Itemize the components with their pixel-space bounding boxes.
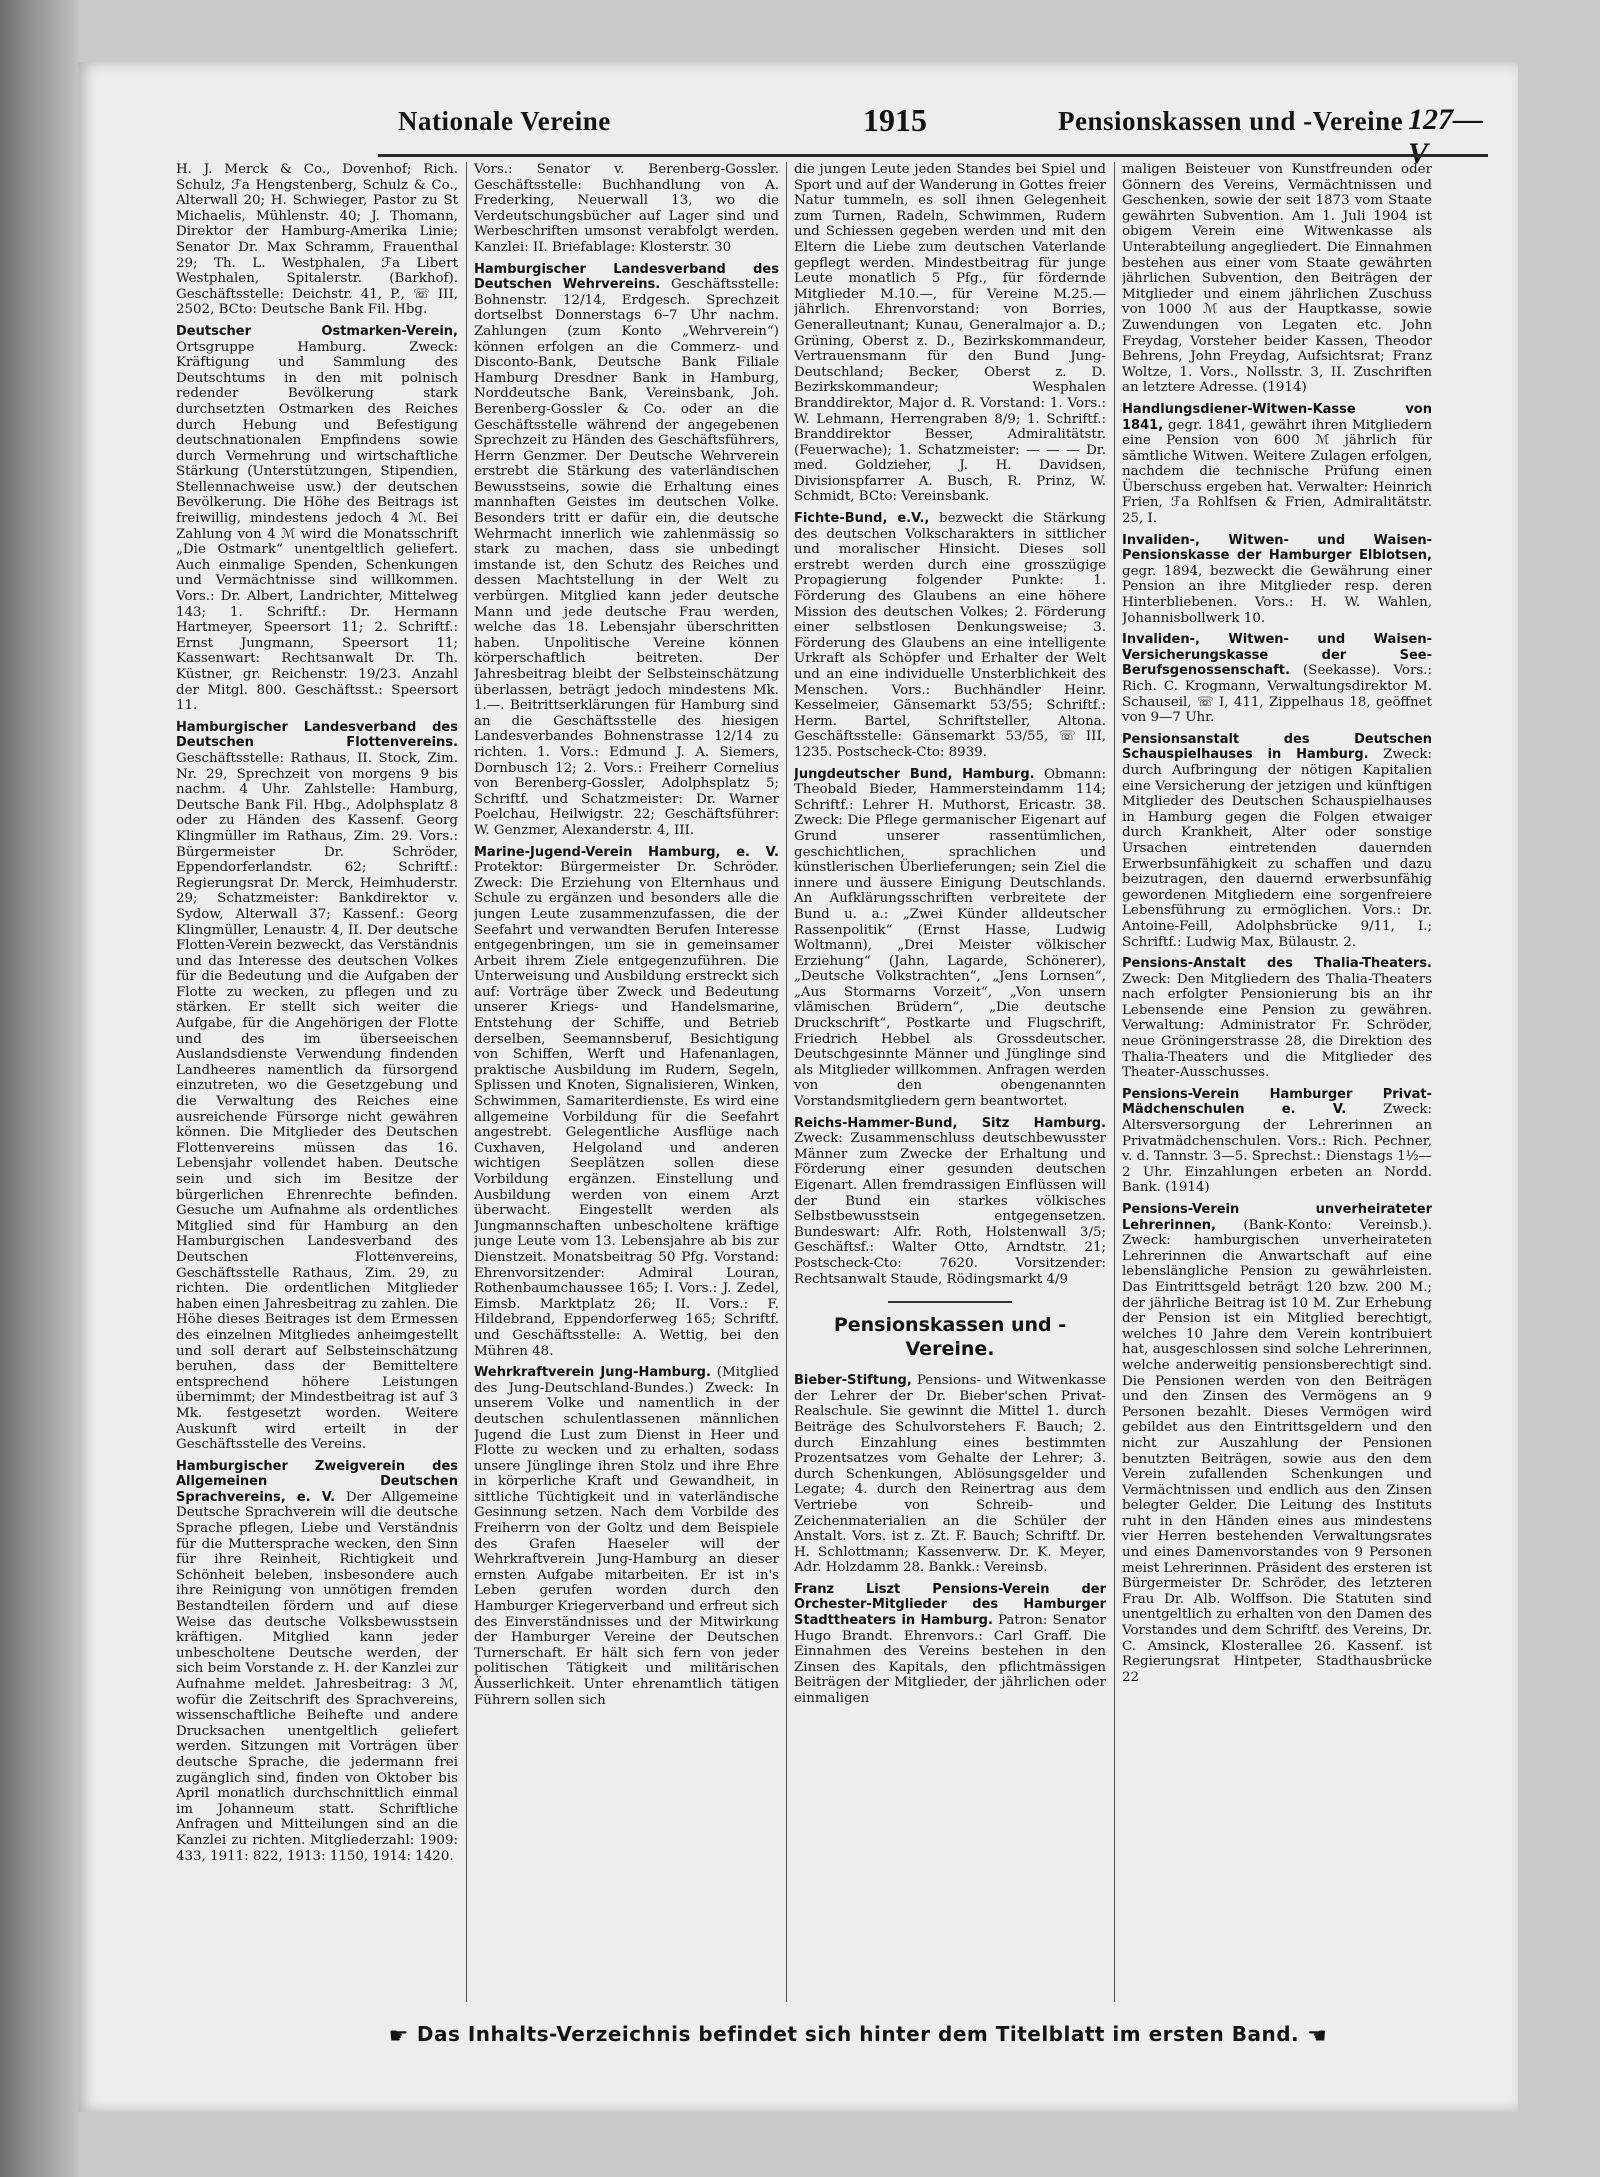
association-entry (794, 1116, 1106, 1288)
association-name: Deutscher Ostmarken-Verein, (176, 323, 458, 339)
entry-text: gegr. 1894, bezweckt die Gewährung einer Pension an ihre Mitglieder resp. deren Hinterbliebenen. Vors.: H. W. Wahlen, Johannisbollwerk 10. (1122, 563, 1432, 626)
association-name: Hamburgischer Zweigverein des Allgemeinen Deutschen Sprachvereins, e. V. (176, 1458, 458, 1505)
association-entry (1122, 402, 1432, 527)
entry-text: Der Allgemeine Deutsche Sprachverein will die deutsche Sprache pflegen, Liebe und Verständnis für die Muttersprache wecken, den Sinn für ihre Reinheit, Richtigkeit und Schönheit beleben, insbesondere auch ihre Reinigung von unnötigen fremden Bestandteilen fördern und auf diese Weise das deutsche Volksbewusstsein kräftigen. Mitglied kann jeder unbescholtene Deutsche werden, der sich beim Vorstande z. H. der Kanzlei zur Aufnahme meldet. Jahresbeitrag: 3 ℳ, wofür die Zeitschrift des Sprachvereins, wissenschaftliche Beihefte und andere Drucksachen unentgeltlich geliefert werden. Sitzungen mit Vorträgen über deutsche Sprache, die jedermann frei zugänglich sind, finden von Oktober bis April monatlich durchschnittlich einmal im Johanneum statt. Schriftliche Anfragen und Mitteilungen sind an die Kanzlei zu richten. Mitgliederzahl: 1909: 433, 1911: 822, 1913: 1150, 1914: 1420. (176, 1489, 458, 1864)
association-entry (176, 324, 458, 714)
entry-text: Patron: Senator Hugo Brandt. Ehrenvors.: Carl Graff. Die Einnahmen des Vereins bestehen in den Zinsen des Kapitals, den pflichtmässigen Beiträgen der Mitglieder, der jährlichen oder einmaligen (794, 1613, 1106, 1707)
header-year: 1915 (863, 102, 927, 138)
entry-text: Vors.: Senator v. Berenberg-Gossler. Geschäftsstelle: Buchhandlung von A. Frederking, Neuerwall 13, wo die Verdeutschungsbücher auf Lager sind und Werbeschriften umsonst verabfolgt werden. Kanzlei: II. Briefablage: Klosterstr. 30 (474, 162, 779, 255)
entry-text: Obmann: Theobald Bieder, Hammersteindamm 114; Schriftf.: Lehrer H. Muthorst, Ericastr. 38. Zweck: Die Pflege germanischer Eigenart auf Grund unserer rassentümlichen, geschichtlichen, sprachlichen und künstlerischen Überlieferungen; sein Ziel die innere und äussere Einigung Deutschlands. An Aufklärungsschriften verbreitete der Bund u. a.: „Zwei Künder alldeutscher Rassenpolitik“ (Ernst Hasse, Ludwig Woltmann), „Drei Meister völkischer Erziehung“ (Jahn, Lagarde, Schönerer), „Deutsche Volkstrachten“, „Jens Lornsen“, „Aus Stormarns Vorzeit“, „Von unsern vlämischen Brüdern“, „Die deutsche Druckschrift“, Postkarte und Flugschrift, Friedrich Hebbel als Grossdeutscher. Deutschgesinnte Männer und Jünglinge sind als Mitglieder willkommen. Anfragen werden von den obengenannten Vorstandsmitgliedern gern beantwortet. (794, 766, 1106, 1110)
entry-text: maligen Beisteuer von Kunstfreunden oder Gönnern des Vereins, Vermächtnissen und Geschenken, sowie der seit 1873 vom Staate gewährten Subvention. Am 1. Juli 1904 ist obigem Verein eine Witwenkasse als Unterabteilung angegliedert. Die Einnahmen bestehen aus einer vom Staate gewährten jährlichen Subvention, den Beiträgen der Mitglieder und einem jährlichen Zuschuss von 1000 ℳ aus der Hauptkasse, sowie Zuwendungen von Legaten etc. John Freydag, Vorsteher beider Kassen, Theodor Behrens, John Freydag, Aufsichtsrat; Franz Woltze, 1. Vors., Nollsstr. 3, II. Zuschriften an letztere Adresse. (1914) (1122, 162, 1432, 396)
association-entry (1122, 956, 1432, 1081)
column-divider (1114, 162, 1115, 2002)
association-entry (474, 1365, 779, 1708)
association-name: Franz Liszt Pensions-Verein der Orchester-Mitglieder des Hamburger Stadttheaters in Hamburg. (794, 1581, 1106, 1629)
entry-continuation (1122, 162, 1432, 396)
running-header (398, 102, 1488, 170)
association-entry (1122, 732, 1432, 950)
association-name: Pensionsanstalt des Deutschen Schauspielhauses in Hamburg. (1122, 731, 1432, 763)
entry-continuation (176, 162, 458, 318)
entry-text: Zweck: durch Aufbringung der nötigen Kapitalien eine Versicherung der jetzigen und künftigen Mitglieder des Deutschen Schauspielhauses in Hamburg gegen die Folgen etwaiger durch Krankheit, Alter oder sonstige Ursachen eintretenden dauernden Erwerbsunfähigkeit zu schaffen und dazu beizutragen, den dauernd erwerbsunfähig gewordenen Mitgliedern eine sorgenfreiere Lebensführung zu ermöglichen. Vors.: Dr. Antoine-Feill, Adolphsbrücke 9/11, I.; Schriftf.: Ludwig Max, Bülaustr. 2. (1122, 747, 1432, 950)
entry-text: bezweckt die Stärkung des deutschen Volkscharakters in sittlicher und moralischer Hinsicht. Dieses soll erstrebt werden durch eine grosszügige Propagierung folgender Punkte: 1. Förderung des Glaubens an eine höhere Mission des deutschen Volkes; 2. Förderung einer selbstlosen Denkungsweise; 3. Förderung des Glaubens an eine intelligente Urkraft als Schöpfer und Erhalter der Welt und an eine individuelle Unsterblichkeit des Menschen. Vors.: Buchhändler Heinr. Kesselmeier, Gänsemarkt 53/55; Schriftf.: Herm. Bartel, Schriftsteller, Altona. Geschäftsstelle: Gänsemarkt 53/55, ☏ III, 1235. Postscheck-Cto: 8939. (794, 511, 1106, 760)
entry-continuation (794, 162, 1106, 505)
pointing-hand-left-icon: ☚ (1307, 2024, 1328, 2049)
column-3 (794, 162, 1106, 2002)
association-entry (1122, 533, 1432, 627)
entry-text: H. J. Merck & Co., Dovenhof; Rich. Schulz, ℱa Hengstenberg, Schulz & Co., Alterwall 20; H. Schwieger, Pastor zu St Michaelis, Mühlenstr. 40; J. Thomann, Direktor der Hamburg-Amerika Linie; Senator Dr. Max Schramm, Frauenthal 29; Th. L. Westphalen, ℱa Libert Westphalen, Spitalerstr. (Barkhof). Geschäftsstelle: Deichstr. 41, P., ☏ III, 2502, BCto: Deutsche Bank Fil. Hbg. (176, 162, 458, 318)
section-heading: Pensionskassen und -Vereine. (833, 1314, 1067, 1361)
association-entry (176, 1459, 458, 1864)
entry-text: Geschäftsstelle: Rathaus, II. Stock, Zim. Nr. 29, Sprechzeit von morgens 9 bis nachm. 4 Uhr. Zahlstelle: Hamburg, Deutsche Bank Fil. Hbg., Adolphsplatz 8 oder zu Händen des Kassenf. Georg Klingmüller im Rathaus, Zim. 29. Vors.: Bürgermeister Dr. Schröder, Eppendorferlandstr. 62; Schriftf.: Regierungsrat Dr. Merck, Heimhuderstr. 29; Schatzmeister: Bankdirektor v. Sydow, Alterwall 37; Kassenf.: Georg Klingmüller, Lenaustr. 4, II. Der deutsche Flotten-Verein bezweckt, das Verständnis und das Interesse des deutschen Volkes für die Bedeutung und die Aufgaben der Flotte zu wecken, zu pflegen und zu stärken. Er stellt sich weiter die Aufgabe, für die Angehörigen der Flotte und des im überseeischen Auslandsdienste Verwendung findenden Landheeres namentlich da fürsorgend einzutreten, wo die Gesetzgebung und die Verwaltung des Reiches eine ausreichende Fürsorge nicht gewähren können. Die Mitglieder des Deutschen Flottenvereins müssen das 16. Lebensjahr vollendet haben. Deutsche sein und sich im Besitze der bürgerlichen Ehrenrechte befinden. Gesuche um Aufnahme als ordentliches Mitglied sind für Hamburg an den Hamburgischen Landesverband des Deutschen Flottenvereins, Geschäftsstelle Rathaus, Zim. 29, zu richten. Die ordentlichen Mitglieder haben einen Jahresbeitrag zu zahlen. Die Höhe dieses Beitrages ist dem Ermessen des einzelnen Mitgliedes anheimgestellt und soll derart auf Selbsteinschätzung beruhen, dass der Bemitteltere entsprechend höhere Leistungen übernimmt; der Mindestbeitrag ist auf 3 Mk. festgesetzt worden. Weitere Auskunft wird erteilt in der Geschäftsstelle des Vereins. (176, 750, 458, 1453)
footer-text: Das Inhalts-Verzeichnis befindet sich hinter dem Titelblatt im ersten Band. (416, 2022, 1300, 2046)
association-name: Pensions-Anstalt des Thalia-Theaters. (1122, 956, 1432, 972)
pointing-hand-right-icon: ☛ (388, 2024, 409, 2049)
association-entry (474, 845, 779, 1360)
header-right-title: Pensionskassen und -Vereine (1058, 106, 1404, 136)
association-entry (794, 511, 1106, 761)
association-name: Fichte-Bund, e.V., (794, 511, 930, 527)
association-entry (1122, 632, 1432, 726)
association-entry (794, 767, 1106, 1110)
association-name: Pensions-Verein unverheirateter Lehrerinnen, (1122, 1202, 1432, 1233)
association-entry (176, 720, 458, 1453)
entry-text: Geschäftsstelle: Bohnenstr. 12/14, Erdgesch. Sprechzeit dortselbst Donnerstags 6–7 Uhr nachm. Zahlungen (zum Konto „Wehrverein“) können erfolgen an die Commerz- und Disconto-Bank, Deutsche Bank Filiale Hamburg Dresdner Bank in Hamburg, Norddeutsche Bank, Vereinsbank, Joh. Berenberg-Gossler & Co. oder an die Geschäftsstelle während der angegebenen Sprechzeit zu Händen des Geschäftsführers, Herrn Genzmer. Der Deutsche Wehrverein erstrebt die Stärkung des vaterländischen Bewusstseins, sowie die Erhaltung eines mannhaften Geistes im deutschen Volke. Besonders tritt er dafür ein, die deutsche Wehrmacht innerlich wie zahlenmässig so stark zu machen, dass sie unbedingt imstande ist, den Schutz des Reiches und dessen Machtstellung in der Welt zu verbürgen. Mitglied kann jeder deutsche Mann und jede deutsche Frau werden, welche das 18. Lebensjahr überschritten haben. Unpolitische Vereine können körperschaftlich beitreten. Der Jahresbeitrag bleibt der Selbsteinschätzung überlassen, beträgt jedoch mindestens Mk. 1.—. Beitrittserklärungen für Hamburg sind an die Geschäftsstelle des hiesigen Landesverbandes Bohnenstrasse 12/14 zu richten. 1. Vors.: Edmund J. A. Siemers, Dornbusch 12; 2. Vors.: Freiherr Cornelius von Berenberg-Gossler, Adolphsplatz 5; Schriftf. und Schatzmeister: Dr. Warner Poelchau, Heilwigstr. 22; Geschäftsführer: W. Genzmer, Alexanderstr. 4, III. (474, 277, 779, 838)
association-entry (1122, 1087, 1432, 1196)
entry-text: die jungen Leute jeden Standes bei Spiel und Sport und auf der Wanderung in Gottes freier Natur tummeln, es soll ihnen Gelegenheit zum Turnen, Radeln, Schwimmen, Rudern und Schiessen gegeben werden und mit den Eltern die Liebe zum deutschen Vaterlande gepflegt werden. Mindestbeitrag für junge Leute monatlich 5 Pfg., für fördernde Mitglieder M.10.—, für Vereine M.25.— jährlich. Ehrenvorstand: von Borries, Generalleutnant; Kunau, Generalmajor a. D.; Grüning, Oberst z. D., Bezirkskommandeur, Vertrauensmann für den Bund Jung-Deutschland; Becker, Oberst z. D. Bezirkskommandeur; Wesphalen Branddirektor, Major d. R. Vorstand: 1. Vors.: W. Lehmann, Herrengraben 8/9; 1. Schriftf.: Branddirektor Besser, Admiralitätstr. (Feuerwache); 1. Schatzmeister: — — — Dr. med. Goldzieher, J. H. Davidsen, Divisionspfarrer A. Busch, R. Prinz, W. Schmidt, BCto: Vereinsbank. (794, 162, 1106, 505)
association-name: Bieber-Stiftung, (794, 1373, 912, 1389)
association-name: Handlungsdiener-Witwen-Kasse von 1841, (1122, 401, 1432, 433)
entry-text: Protektor: Bürgermeister Dr. Schröder. Zweck: Die Erziehung von Elternhaus und Schule zu ergänzen und besonders alle die jungen Leute zusammenzufassen, die der Seefahrt und verwandten Berufen Interesse entgegenbringen, um sie in gemeinsamer Arbeit ihrem Ziele entgegenzuführen. Die Unterweisung und Ausbildung erstreckt sich auf: Vorträge über Zweck und Bedeutung unserer Kriegs- und Handelsmarine, Entstehung der Schiffe, und Betrieb derselben, Seemannsberuf, Besichtigung von Schiffen, Werft und Hafenanlagen, praktische Ausbildung im Rudern, Segeln, Splissen und Knoten, Signalisieren, Winken, Schwimmen, Samariterdienste. Es wird eine allgemeine Vorbildung für die Seefahrt angestrebt. Gelegentliche Ausflüge nach Cuxhaven, Helgoland und anderen wichtigen Seeplätzen sollen diese Vorbildung ergänzen. Einstellung und Ausbildung werden von einem Arzt überwacht. Eingestellt werden als Jungmannschaften unbescholtene kräftige junge Leute vom 13. Lebensjahre ab bis zur Dienstzeit. Monatsbeitrag 50 Pfg. Vorstand: Ehrenvorsitzender: Admiral Louran, Rothenbaumchaussee 165; I. Vors.: J. Zedel, Eimsb. Marktplatz 26; II. Vors.: F. Hildebrand, Eppendorferweg 165; Schriftf. und Geschäftsstelle: A. Wettig, bei den Mühren 48. (474, 860, 779, 1359)
entry-continuation (474, 162, 779, 256)
entry-text: Ortsgruppe Hamburg. Zweck: Kräftigung und Sammlung des Deutschtums in den mit polnisch redender Bevölkerung stark durchsetzten Ostmarken des Reiches durch Hebung und Befestigung deutschnationalen Empfindens sowie durch Vermehrung und wirtschaftliche Stärkung (Unterstützungen, Stipendien, Stellennachweise usw.) der deutschen Bevölkerung. Die Höhe des Beitrags ist freiwillig, mindestens jedoch 4 ℳ. Bei Zahlung von 4 ℳ wird die Monatsschrift „Die Ostmark“ unentgeltlich geliefert. Auch einmalige Spenden, Schenkungen und Vermächtnisse sind willkommen. Vors.: Dr. Albert, Landrichter, Mittelweg 143; 1. Schriftf.: Dr. Hermann Hartmeyer, Speersort 11; 2. Schriftf.: Ernst Jungmann, Speersort 11; Kassenwart: Rechtsanwalt Dr. Th. Küstner, gr. Reichenstr. 19/23. Anzahl der Mitgl. 800. Geschäftsst.: Speersort 11. (176, 339, 458, 714)
column-divider (786, 162, 787, 2002)
column-divider (466, 162, 467, 2002)
entry-text: (Mitglied des Jung-Deutschland-Bundes.) Zweck: In unserem Volke und namentlich in der deutschen schulentlassenen männlichen Jugend die Lust zum Dienst in Heer und Flotte zu wecken und zu erhalten, sodass unsere Jünglinge ihren Stolz und ihre Ehre in körperliche Kraft und Gewandheit, in sittliche Tüchtigkeit und in vaterländische Gesinnung setzen. Nach dem Vorbilde des Freiherrn von der Goltz und dem Beispiele des Grafen Haeseler will der Wehrkraftverein Jung-Hamburg an dieser ernsten Aufgabe mitarbeiten. Er ist in's Leben gerufen worden durch den Hamburger Kriegerverband und erfreut sich des Einverständnisses und der Mitwirkung der Hamburger Vereine der Deutschen Turnerschaft. Er hält sich fern von jeder politischen Tätigkeit und militärischen Äusserlichkeit. Unter ehrenamtlich tätigen Führern sollen sich (474, 1365, 779, 1708)
association-name: Pensions-Verein Hamburger Privat-Mädchenschulen e. V. (1122, 1086, 1432, 1118)
column-4 (1122, 162, 1432, 2002)
column-2 (474, 162, 779, 2002)
association-entry (794, 1373, 1106, 1576)
entry-text: (Seekasse). Vors.: Rich. C. Krogmann, Verwaltungsdirektor M. Schauseil, ☏ I, 411, Zippelhaus 18, geöffnet von 9—7 Uhr. (1122, 663, 1432, 726)
association-name: Invaliden-, Witwen- und Waisen-Versicherungskasse der See-Berufsgenossenschaft. (1122, 632, 1432, 679)
association-entry (1122, 1202, 1432, 1685)
entry-text: Zweck: Zusammenschluss deutschbewusster Männer zum Zwecke der Erhaltung und Förderung einer gesunden deutschen Eigenart. Allen fremdrassigen Einflüssen will der Bund ein starkes völkisches Selbstbewusstsein entgegensetzen. Bundeswart: Alfr. Roth, Holstenwall 3/5; Geschäftsf.: Walter Otto, Arndtstr. 21; Postscheck-Cto: 7620. Vorsitzender: Rechtsanwalt Staude, Rödingsmarkt 4/9 (794, 1131, 1106, 1287)
entry-text: Zweck: Den Mitgliedern des Thalia-Theaters nach erfolgter Pensionierung bis an ihr Lebensende eine Pension zu gewähren. Verwaltung: Administrator Fr. Schröder, neue Gröningerstrasse 28, die Direktion des Thalia-Theaters und die Mitglieder des Theater-Ausschusses. (1122, 971, 1432, 1081)
association-name: Invaliden-, Witwen- und Waisen-Pensionskasse der Hamburger Elblotsen, (1122, 532, 1432, 564)
entry-text: Pensions- und Witwenkasse der Lehrer der Dr. Bieber'schen Privat-Realschule. Sie gewinnt die Mittel 1. durch Beiträge des Schulvorstehers F. Bauch; 2. durch Einzahlung eines bestimmten Prozentsatzes vom Gehalte der Lehrer; 3. durch Schenkungen, Ablösungsgelder und Legate; 4. durch den Reinertrag aus dem Vertriebe von Schreib- und Zeichenmaterialien an die Schüler der Anstalt. Vors. ist z. Zt. F. Bauch; Schriftf. Dr. H. Schlottmann; Kassenverw. Dr. K. Meyer, Adr. Holzdamm 28. Bankk.: Vereinsb. (794, 1373, 1106, 1576)
association-name: Marine-Jugend-Verein Hamburg, e. V. (474, 844, 779, 860)
association-name: Jungdeutscher Bund, Hamburg. (794, 766, 1035, 782)
association-name: Reichs-Hammer-Bund, Sitz Hamburg. (794, 1115, 1106, 1131)
page-number: 127—V (1408, 103, 1483, 170)
document-page (78, 62, 1518, 2112)
section-rule (888, 1301, 1013, 1303)
association-name: Wehrkraftverein Jung-Hamburg. (474, 1365, 711, 1381)
entry-text: (Bank-Konto: Vereinsb.). Zweck: hamburgischen unverheirateten Lehrerinnen die Anwartschaft auf eine lebenslängliche Pension zu gewährleisten. Das Eintrittsgeld beträgt 120 bzw. 200 M.; der jährliche Beitrag ist 10 M. Zur Erhebung der Pension ist ein Mitglied berechtigt, welches 10 Jahre dem Verein kontribuiert hat, ausgeschlossen sind solche Lehrerinnen, welche anderweitig pensionsberechtigt sind. Die Pensionen werden von den Beiträgen und den Zinsen des Vermögens an 9 Personen bezahlt. Dieses Vermögen wird gebildet aus den Eintrittsgeldern und den nicht zur Auszahlung der Pensionen benutzten Beiträgen, sowie aus den dem Verein zufallenden Schenkungen und Vermächtnissen und endlich aus den Zinsen belegter Gelder. Die Leitung des Instituts ruht in den Händen eines aus mindestens vier Herren bestehenden Verwaltungsrates und eines Damenvorstandes von 9 Personen meist Lehrerinnen. Präsident des ersteren ist Bürgermeister Dr. Schröder, des letzteren Frau Dr. Alb. Wolffson. Die Statuten sind unentgeltlich zu erhalten von den Damen des Vorstandes und dem Schriftf. des Vereins, Dr. C. Amsinck, Klosterallee 26. Kassenf. ist Regierungsrat Hintpeter, Stadthausbrücke 22 (1122, 1217, 1432, 1685)
association-name: Hamburgischer Landesverband des Deutschen Wehrvereins. (474, 261, 779, 293)
entry-text: Zweck: Altersversorgung der Lehrerinnen an Privatmädchenschulen. Vors.: Rich. Pechner, v. d. Tannstr. 3—5. Sprechst.: Dienstags 1½—2 Uhr. Einzahlungen erbeten an Nordd. Bank. (1914) (1122, 1102, 1432, 1196)
association-name: Hamburgischer Landesverband des Deutschen Flottenvereins. (176, 719, 458, 751)
column-1 (176, 162, 458, 2002)
association-entry (474, 262, 779, 839)
entry-text: gegr. 1841, gewährt ihren Mitgliedern eine Pension von 600 ℳ jährlich für sämtliche Witwen. Weitere Zulagen erfolgen, nachdem die technische Prüfung einen Überschuss ergeben hat. Verwalter: Heinrich Frien, ℱa Rohlfsen & Frien, Admiralitätstr. 25, I. (1122, 417, 1432, 527)
header-rule (378, 154, 1488, 157)
footer-note (358, 2022, 1358, 2052)
header-left-title: Nationale Vereine (398, 106, 611, 136)
association-entry (794, 1582, 1106, 1707)
